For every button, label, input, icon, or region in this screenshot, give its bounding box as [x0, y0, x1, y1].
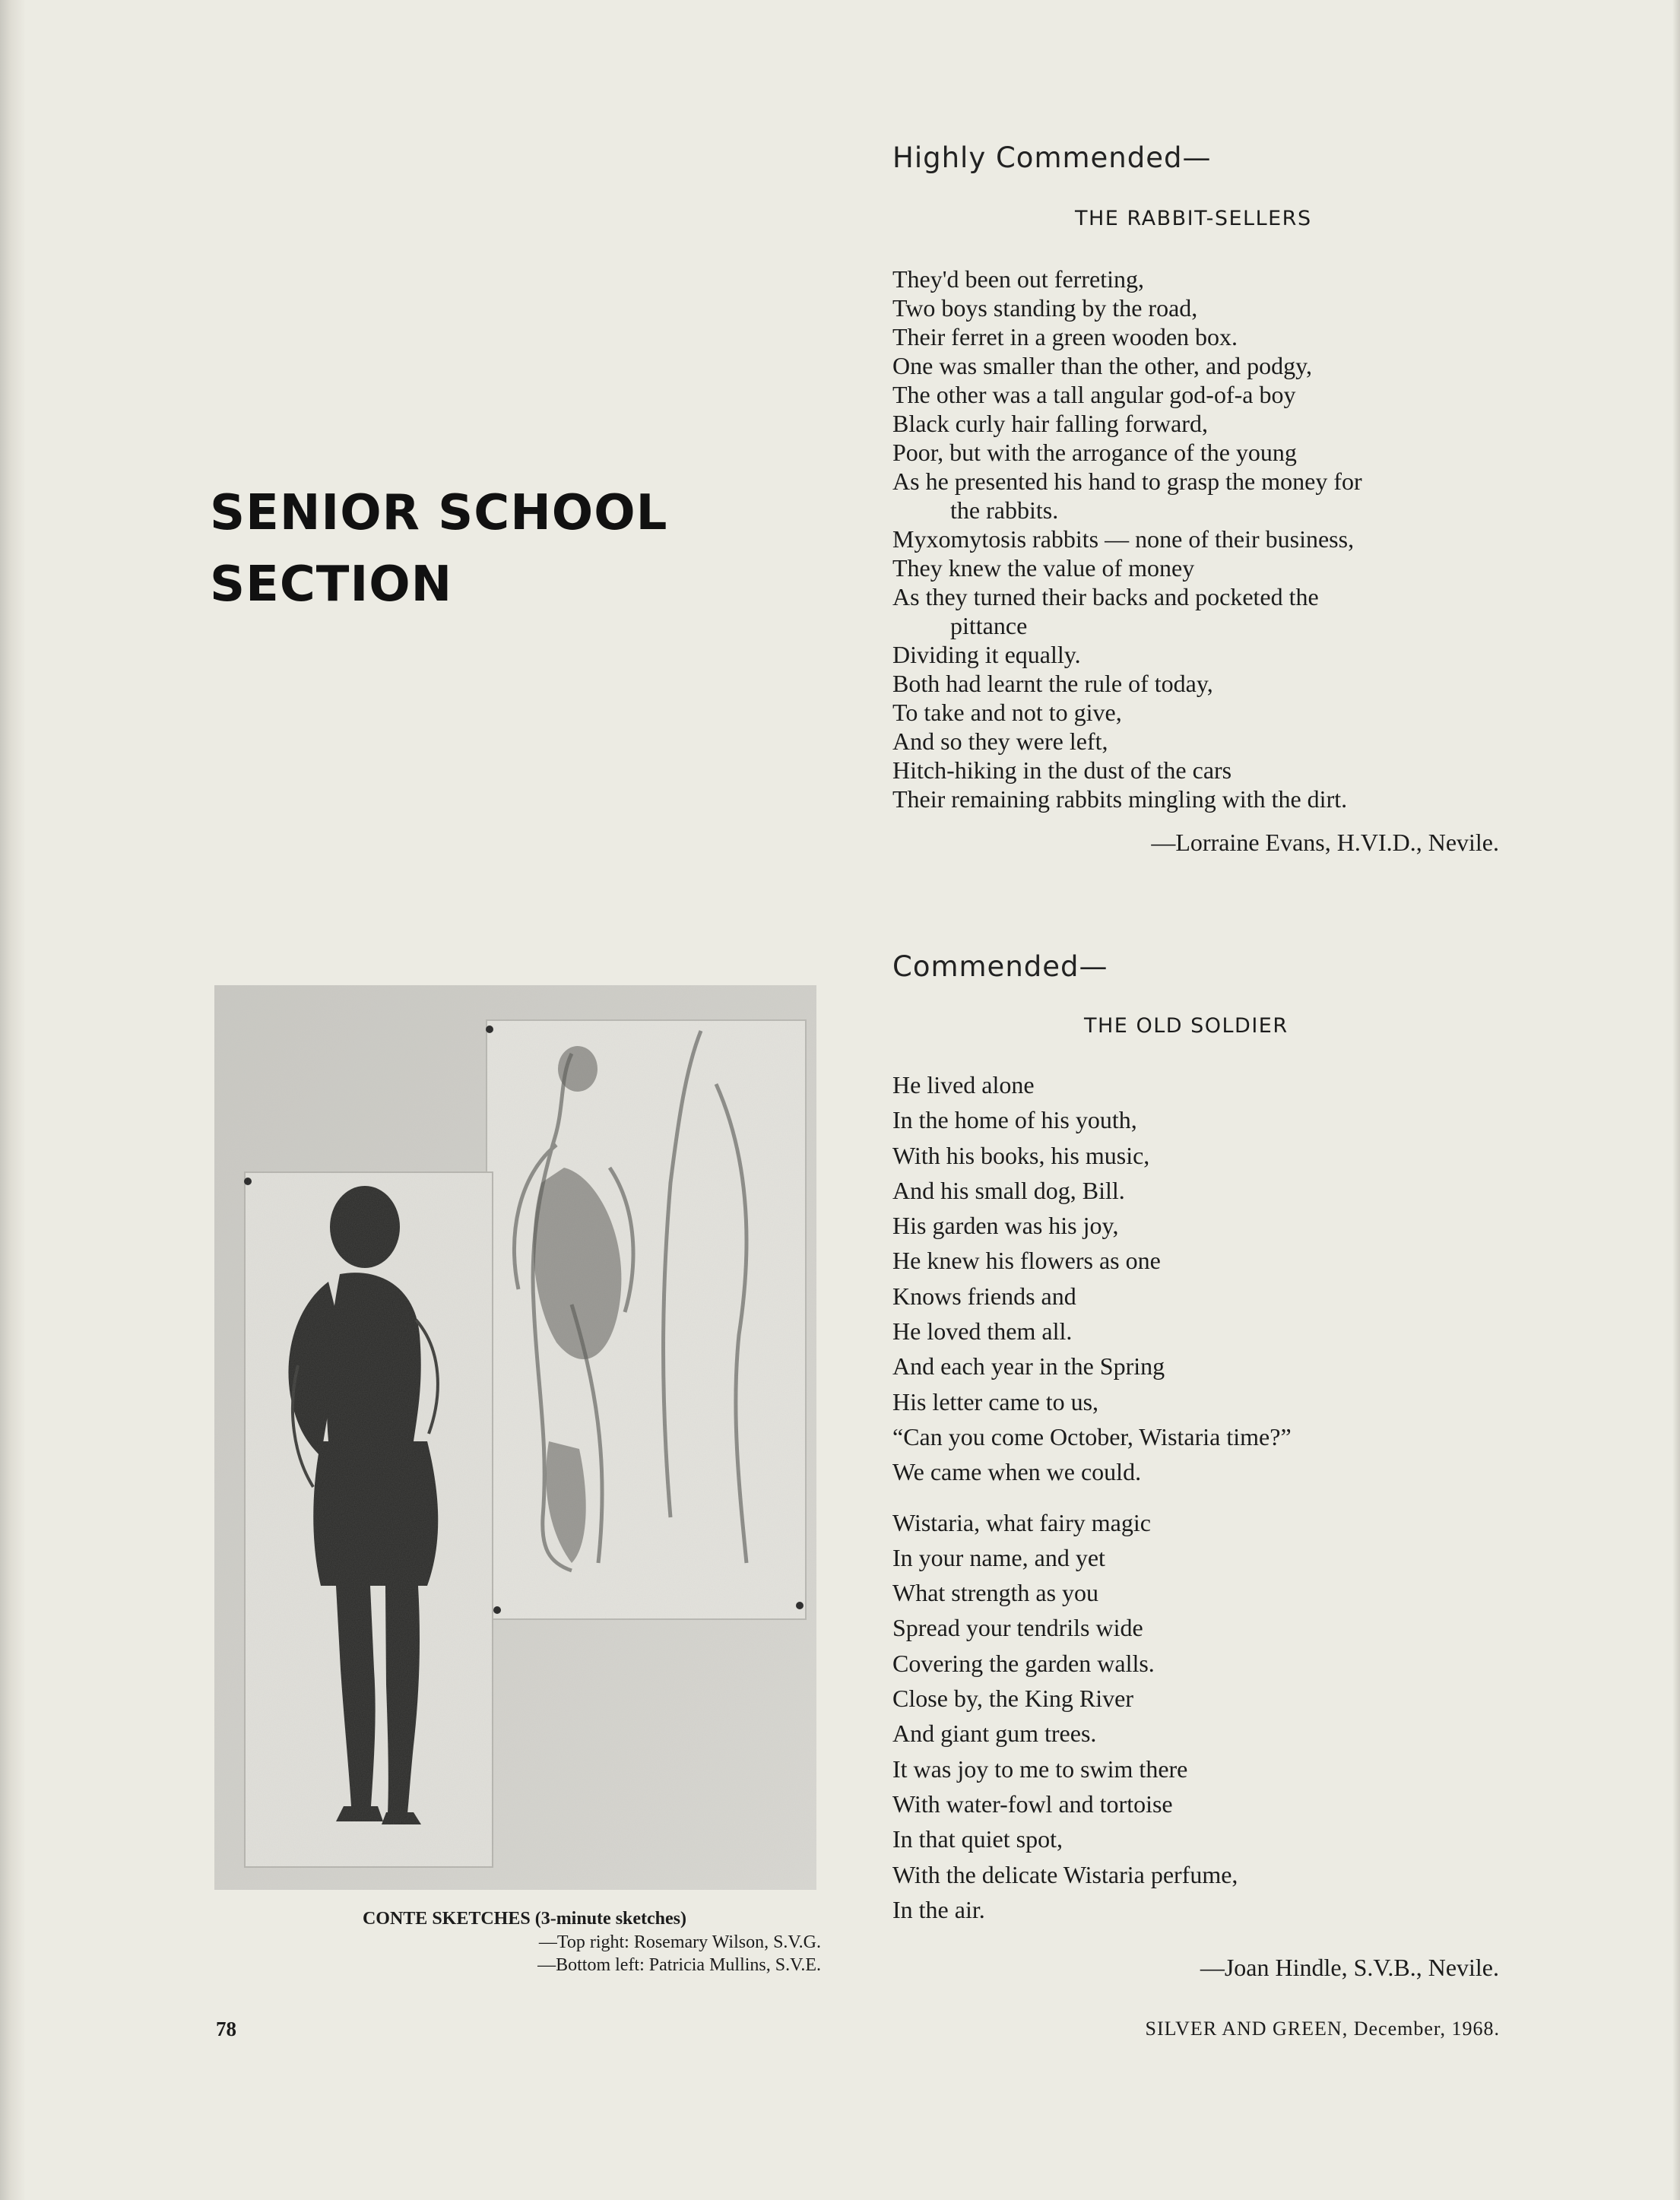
- poem-line: What strength as you: [892, 1579, 1099, 1607]
- poem-line: His letter came to us,: [892, 1387, 1099, 1415]
- poem-line: Black curly hair falling forward,: [892, 410, 1208, 437]
- poem-title-old-soldier: THE OLD SOLDIER: [1084, 1014, 1289, 1038]
- poem-line: Poor, but with the arrogance of the young: [892, 439, 1297, 466]
- poem-line: In the air.: [892, 1895, 985, 1923]
- poem-line: In your name, and yet: [892, 1543, 1105, 1571]
- poem-line: To take and not to give,: [892, 699, 1122, 726]
- poem-line: The other was a tall angular god-of-a boy: [892, 381, 1296, 408]
- poem-attribution: —Joan Hindle, S.V.B., Nevile.: [1200, 1954, 1499, 1981]
- poem-line: And his small dog, Bill.: [892, 1176, 1125, 1204]
- poem-line: With water-fowl and tortoise: [892, 1789, 1173, 1818]
- page-binding-edge: [0, 0, 26, 2200]
- poem-line: Wistaria, what fairy magic: [892, 1508, 1151, 1536]
- caption-credit: —Bottom left: Patricia Mullins, S.V.E.: [537, 1955, 821, 1975]
- poem-line: Two boys standing by the road,: [892, 294, 1198, 322]
- poem-line: Knows friends and: [892, 1282, 1076, 1310]
- poem-old-soldier: [892, 1067, 1292, 1927]
- sketches-photograph: [214, 985, 816, 1890]
- poem-line: They knew the value of money: [892, 554, 1195, 582]
- poem-line: Myxomytosis rabbits — none of their business,: [892, 525, 1355, 553]
- poem-line: Covering the garden walls.: [892, 1649, 1155, 1677]
- poem-line: And each year in the Spring: [892, 1352, 1165, 1381]
- section-title-line-1: SENIOR SCHOOL: [210, 485, 668, 541]
- caption-credit: —Top right: Rosemary Wilson, S.V.G.: [538, 1932, 821, 1952]
- poem-line: We came when we could.: [892, 1458, 1142, 1486]
- poem-line: As they turned their backs and pocketed the: [892, 583, 1319, 610]
- poem-line: With the delicate Wistaria perfume,: [892, 1860, 1238, 1888]
- poem-line: With his books, his music,: [892, 1141, 1150, 1169]
- poem-line: “Can you come October, Wistaria time?”: [892, 1422, 1292, 1450]
- section-title: [210, 477, 667, 620]
- poem-line: In the home of his youth,: [892, 1106, 1137, 1134]
- poem-line: As he presented his hand to grasp the money for: [892, 468, 1362, 495]
- section-title-line-2: SECTION: [210, 556, 453, 613]
- poem-line: Hitch-hiking in the dust of the cars: [892, 756, 1232, 784]
- page-number: 78: [216, 2018, 236, 2040]
- poem-line: Close by, the King River: [892, 1685, 1133, 1713]
- poem-line-continuation: the rabbits.: [950, 496, 1059, 524]
- poem-rabbit-sellers: [892, 265, 1362, 813]
- award-commended: Commended—: [892, 950, 1108, 983]
- poem-title-rabbit-sellers: THE RABBIT-SELLERS: [1075, 207, 1312, 230]
- poem-line: It was joy to me to swim there: [892, 1755, 1188, 1783]
- poem-line: He loved them all.: [892, 1317, 1073, 1346]
- poem-line: And giant gum trees.: [892, 1720, 1097, 1748]
- award-highly-commended: Highly Commended—: [892, 141, 1212, 174]
- poem-line: Dividing it equally.: [892, 641, 1081, 668]
- poem-line: And so they were left,: [892, 728, 1108, 755]
- poem-attribution: —Lorraine Evans, H.VI.D., Nevile.: [1151, 829, 1499, 856]
- poem-line: Their ferret in a green wooden box.: [892, 323, 1238, 350]
- poem-line: His garden was his joy,: [892, 1212, 1119, 1240]
- stanza-break: [892, 1490, 1292, 1505]
- poem-line: Their remaining rabbits mingling with the dirt.: [892, 785, 1348, 813]
- poem-line: In that quiet spot,: [892, 1825, 1063, 1853]
- poem-line: He knew his flowers as one: [892, 1247, 1161, 1275]
- poem-line: He lived alone: [892, 1071, 1035, 1098]
- poem-line: One was smaller than the other, and podgy,: [892, 352, 1313, 379]
- poem-line: Both had learnt the rule of today,: [892, 670, 1213, 697]
- poem-line: They'd been out ferreting,: [892, 265, 1144, 293]
- caption-heading: CONTE SKETCHES (3-minute sketches): [362, 1909, 687, 1929]
- photo-caption: [228, 1907, 821, 1977]
- page-right-edge: [1672, 0, 1680, 2200]
- running-footer: SILVER AND GREEN, December, 1968.: [1145, 2018, 1500, 2040]
- poem-line-continuation: pittance: [950, 612, 1028, 639]
- poem-line: Spread your tendrils wide: [892, 1614, 1143, 1642]
